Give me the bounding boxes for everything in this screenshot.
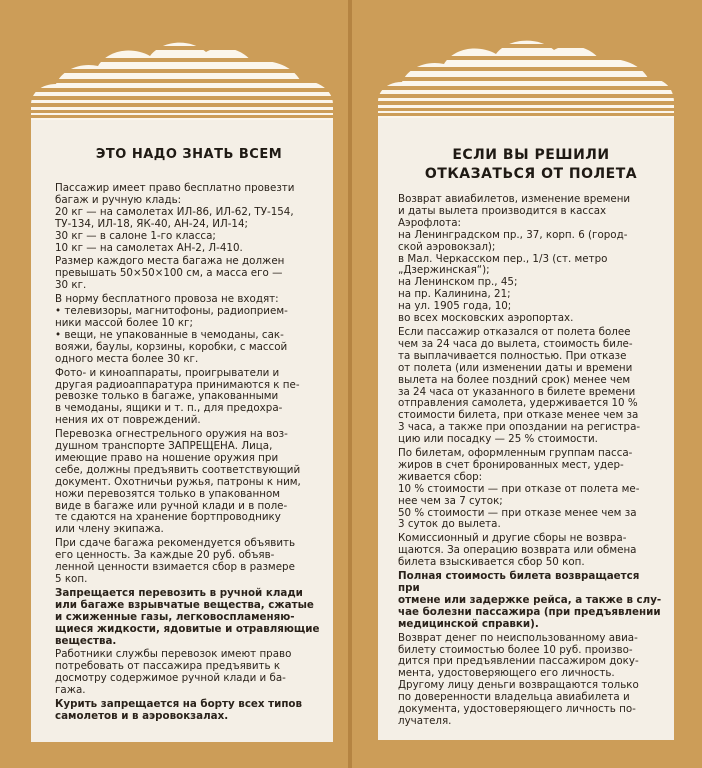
left-paragraph: В норму бесплатного провоза не входят: • телевизоры, магнитофоны, радиоприем- ники массой более 10 кг; • вещи, не упакованные в чемоданы, сак- вояжи, баулы, корзины, коробки, с массой одного места более 30 кг. <box>55 293 288 365</box>
left-paragraph: Перевозка огнестрельного оружия на воз- душном транспорте ЗАПРЕЩЕНА. Лица, имеющие право на ношение оружия при себе, должны предъявить соответствующий документ. Охотничьи ружья, патроны к ним, ножи перевозятся только в упакованном виде в багаже или ручной клади и в поле- те сдаются на хранение бортпроводнику или члену экипажа. <box>55 428 301 536</box>
right-paragraph: Если пассажир отказался от полета более чем за 24 часа до вылета, стоимость биле- та выплачивается полностью. При отказе от полета (или изменении даты и времени вылета на более поздний срок) менее чем за 24 часа от указанного в билете времени отправления самолета, удерживается 10 % стоимости билета, при отказе менее чем за 3 часа, а также при опоздании на регистра- цию или посадку — 25 % стоимости. <box>398 325 641 446</box>
right-paragraph: Комиссионный и другие сборы не возвра- щаются. За операцию возврата или обмена билета взыскивается сбор 50 коп. <box>398 532 637 569</box>
left-body <box>55 183 323 723</box>
right-paragraph: Возврат авиабилетов, изменение времени и даты вылета производится в кассах Аэрофлота: на Ленинградском пр., 37, корп. 6 (город- ской аэровокзал); в Мал. Черкасском пер., 1/3 (ст. метро „Дзержинская“); на Ленинском пр., 45; на пр. Калинина, 21; на ул. 1905 года, 10; во всех московских аэропортах. <box>398 193 631 325</box>
panel-left <box>31 120 333 742</box>
leaflet-left <box>0 0 348 768</box>
left-title: ЭТО НАДО ЗНАТЬ ВСЕМ <box>95 147 283 162</box>
left-paragraph: При сдаче багажа рекомендуется объявить его ценность. За каждые 20 руб. объяв- ленной ценности взимается сбор в размере 5 коп. <box>55 537 296 585</box>
cloud-stripes-left <box>0 0 348 140</box>
right-body <box>398 194 664 728</box>
right-paragraph: По билетам, оформленным группам пасса- жиров в счет бронированных мест, удер- живается сбор: 10 % стоимости — при отказе от полета ме- нее чем за 7 суток; 50 % стоимости — при отказе менее чем за 3 суток до вылета. <box>398 447 640 531</box>
left-paragraph: Фото- и киноаппараты, проигрыватели и другая радиоаппаратура принимаются к пе- ревозке только в багаже, упакованными в чемоданы, ящики и т. п., для предохра- нения их от повреждений. <box>55 366 300 427</box>
left-paragraph: Работники службы перевозок имеют право потребовать от пассажира предъявить к досмотру содержимое ручной клади и ба- гажа. <box>55 648 292 697</box>
leaflet-right <box>352 0 702 768</box>
right-paragraph: Полная стоимость билета возвращается при отмене или задержке рейса, а также в слу- чае болезни пассажира (при предъявлении медицинской справки). <box>398 570 662 630</box>
panel-right <box>378 118 674 740</box>
right-paragraph: Возврат денег по неиспользованному авиа- билету стоимостью более 10 руб. произво- дится при предъявлении пассажиром доку- мента, удостоверяющего его личность. Другому лицу деньги возвращаются только по доверенности владельца авиабилета и документа, удостоверяющего личность по- лучателя. <box>398 631 639 727</box>
left-paragraph: Пассажир имеет право бесплатно провезти багаж и ручную кладь: 20 кг — на самолетах ИЛ-86, ИЛ-62, ТУ-154, ТУ-134, ИЛ-18, ЯК-40, АН-24, ИЛ-14; 30 кг — в салоне 1-го класса; 10 кг — на самолетах АН-2, Л-410. <box>55 182 295 254</box>
right-title <box>398 146 664 184</box>
left-paragraph: Размер каждого места багажа не должен превышать 50×50×100 см, а масса его — 30 кг. <box>55 255 285 292</box>
left-paragraph: Курить запрещается на борту всех типов самолетов и в аэровокзалах. <box>55 698 303 722</box>
right-title-line2: ОТКАЗАТЬСЯ ОТ ПОЛЕТА <box>424 166 638 182</box>
left-paragraph: Запрещается перевозить в ручной клади или багаже взрывчатые вещества, сжатые и сжиженные газы, легковоспламеняю- щиеся жидкости, ядовитые и отравляющие вещества. <box>55 586 320 647</box>
right-title-line1: ЕСЛИ ВЫ РЕШИЛИ <box>452 147 610 163</box>
